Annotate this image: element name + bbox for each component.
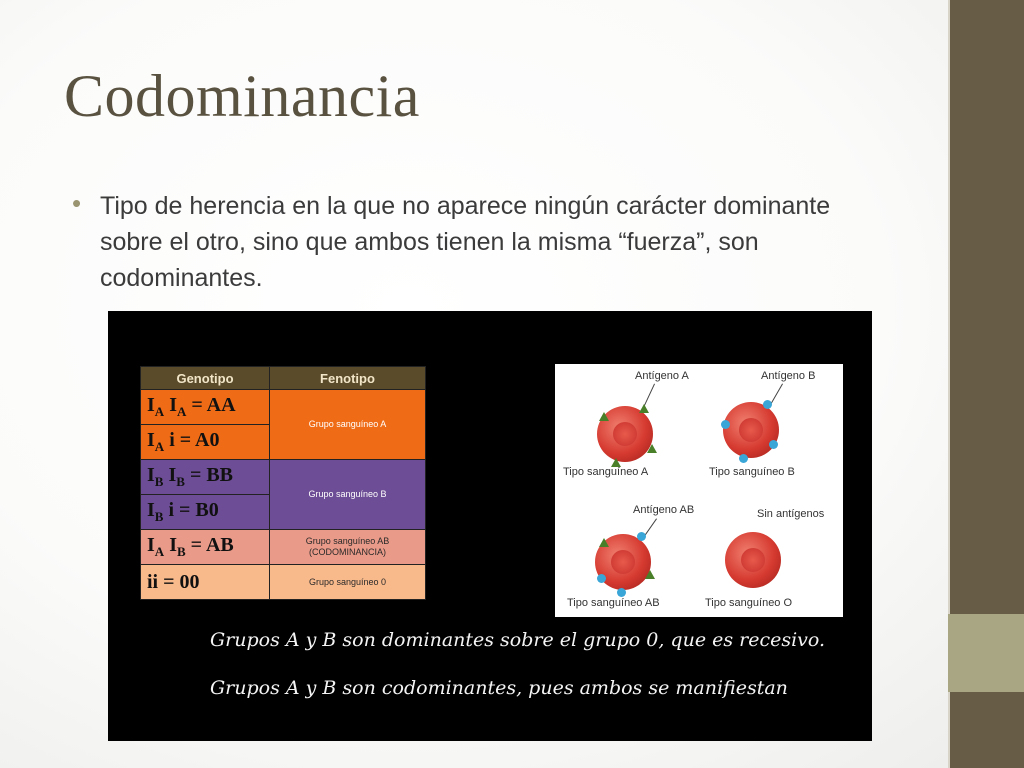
antigen-a-marker bbox=[599, 412, 609, 421]
antigen-b-marker bbox=[721, 420, 730, 429]
antigen-b-marker bbox=[739, 454, 748, 463]
antigen-b-marker bbox=[637, 532, 646, 541]
red-blood-cells-diagram bbox=[555, 364, 843, 617]
red-blood-cell-icon bbox=[723, 402, 779, 458]
genotype-phenotype-table bbox=[140, 366, 426, 600]
type-b-label: Tipo sanguíneo B bbox=[709, 466, 795, 478]
bullet-marker: • bbox=[72, 188, 82, 218]
phenotype-cell: Grupo sanguíneo A bbox=[270, 390, 426, 460]
caption-line-2: Grupos A y B son codominantes, pues ambos se manifiestan bbox=[210, 677, 788, 699]
phenotype-cell: Grupo sanguíneo 0 bbox=[270, 565, 426, 600]
type-a-label: Tipo sanguíneo A bbox=[563, 466, 649, 478]
antigen-b-marker bbox=[763, 400, 772, 409]
table-row bbox=[141, 460, 426, 495]
antigen-ab-label: Antígeno AB bbox=[633, 504, 695, 516]
antigen-a-marker bbox=[647, 444, 657, 453]
decorative-sidebar bbox=[948, 0, 1024, 768]
phenotype-cell: Grupo sanguíneo AB (CODOMINANCIA) bbox=[270, 530, 426, 565]
phenotype-cell: Grupo sanguíneo B bbox=[270, 460, 426, 530]
bullet-point bbox=[72, 188, 852, 296]
genotype-cell: $I_A$ i = A0 bbox=[141, 425, 270, 460]
table-row bbox=[141, 530, 426, 565]
antigen-a-marker bbox=[639, 404, 649, 413]
caption-line-1: Grupos A y B son dominantes sobre el grupo 0, que es recesivo. bbox=[210, 629, 826, 651]
red-blood-cell-icon bbox=[725, 532, 781, 588]
bullet-text: Tipo de herencia en la que no aparece ningún carácter dominante sobre el otro, sino que ambos tienen la misma “fuerza”, son codominantes. bbox=[100, 192, 831, 292]
genotype-cell: $I_A$ $I_A$ = AA bbox=[141, 390, 270, 425]
no-antigens-label: Sin antígenos bbox=[757, 508, 825, 520]
antigen-b-label: Antígeno B bbox=[761, 370, 816, 382]
antigen-a-marker bbox=[645, 570, 655, 579]
table-header-row bbox=[141, 367, 426, 390]
genotype-header: Genotipo bbox=[141, 367, 270, 390]
antigen-a-label: Antígeno A bbox=[635, 370, 689, 382]
table-row bbox=[141, 390, 426, 425]
sidebar-accent-stripe bbox=[948, 614, 1024, 692]
antigen-a-marker bbox=[599, 538, 609, 547]
genotype-cell: ii = 00 bbox=[141, 565, 270, 600]
antigen-b-marker bbox=[617, 588, 626, 597]
slide-title: Codominancia bbox=[64, 63, 420, 129]
genotype-cell: $I_A$ $I_B$ = AB bbox=[141, 530, 270, 565]
antigen-b-marker bbox=[769, 440, 778, 449]
type-ab-label: Tipo sanguíneo AB bbox=[567, 597, 660, 609]
antigen-b-marker bbox=[597, 574, 606, 583]
blood-type-figure bbox=[108, 311, 872, 741]
genotype-cell: $I_B$ i = B0 bbox=[141, 495, 270, 530]
type-o-label: Tipo sanguíneo O bbox=[705, 597, 793, 609]
genotype-cell: $I_B$ $I_B$ = BB bbox=[141, 460, 270, 495]
phenotype-header: Fenotipo bbox=[270, 367, 426, 390]
table-row bbox=[141, 565, 426, 600]
